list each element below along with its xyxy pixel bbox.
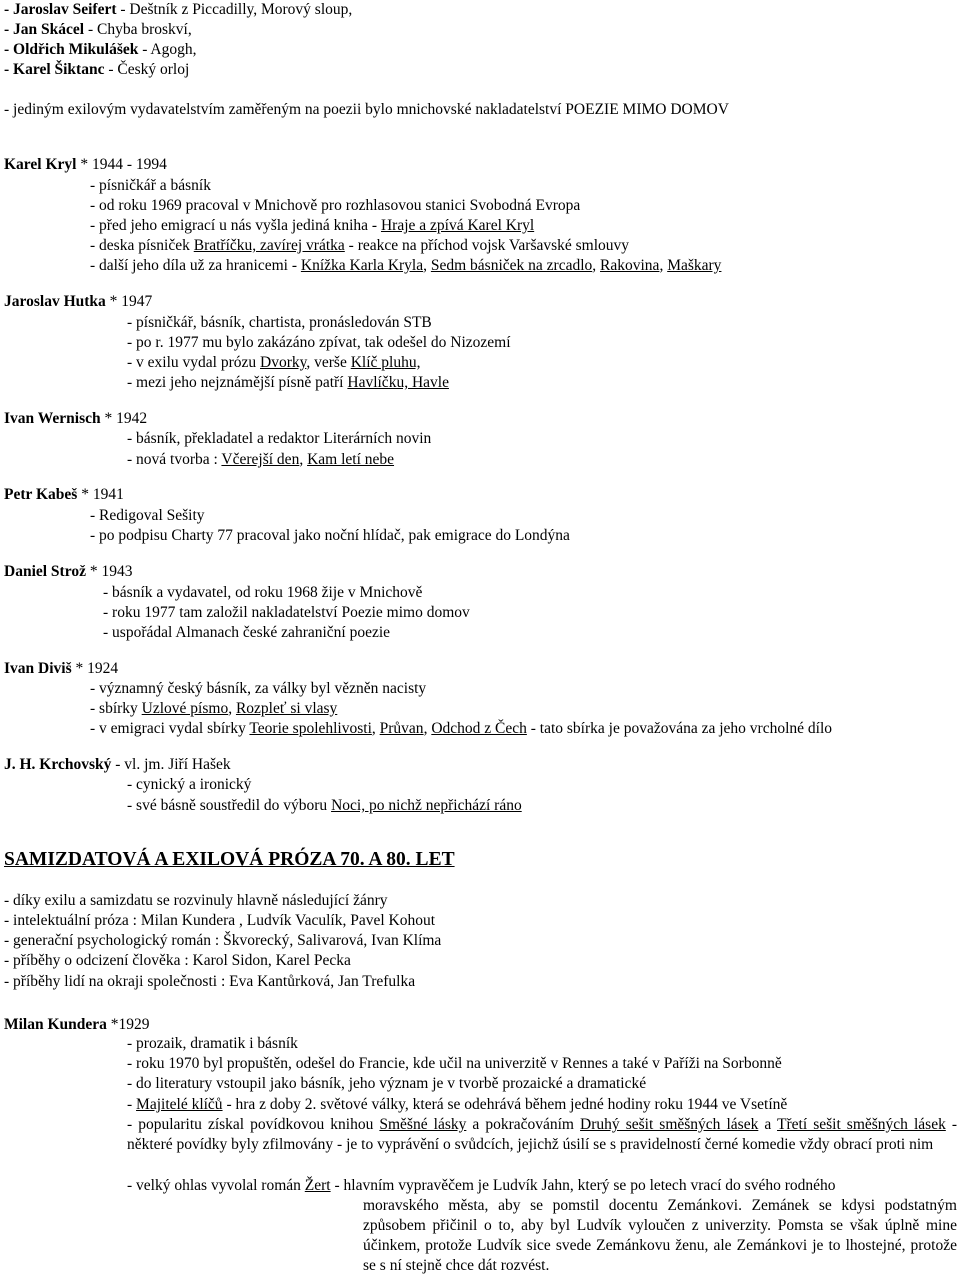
exile-publisher-line: - jediným exilovým vydavatelstvím zaměřeným na poezii bylo mnichovské nakladatelství POEZIE MIMO DOMOV [4,101,729,118]
kryl-heading: Karel Kryl * 1944 - 1994 [4,156,167,173]
kundera-line-1: - prozaik, dramatik i básník [127,1035,298,1052]
kryl-line-4: - deska písniček Bratříčku, zavírej vrátka - reakce na příchod vojsk Varšavské smlouvy [90,237,630,254]
author-name: - Oldřich Mikulášek [4,41,139,58]
mikulasek-line: - Oldřich Mikulášek - Agogh, [4,41,197,58]
author-name: - Jaroslav Seifert [4,1,117,18]
wernisch-heading: Ivan Wernisch * 1942 [4,410,148,427]
stroz-line-2: - roku 1977 tam založil nakladatelství Poezie mimo domov [103,604,470,621]
work-title: Sedm básniček na zrcadlo [430,257,593,274]
kryl-line-3: - před jeho emigrací u nás vyšla jediná kniha - Hraje a zpívá Karel Kryl [90,217,535,234]
krchovsky-heading: J. H. Krchovský - vl. jm. Jiří Hašek [4,756,231,773]
kundera-line-2: - roku 1970 byl propuštěn, odešel do Francie, kde učil na univerzitě v Rennes a také v Paříži na Sorbonně [127,1055,782,1072]
author-name: Karel Kryl [4,156,77,173]
stroz-line-1: - básník a vydavatel, od roku 1968 žije v Mnichově [103,584,423,601]
krchovsky-line-1: - cynický a ironický [127,776,252,793]
work-title: Hraje a zpívá Karel Kryl [380,217,535,234]
work-title: Uzlové písmo [141,700,229,717]
kundera-paragraph-5: - popularitu získal povídkovou knihou Směšné lásky a pokračováním Druhý sešit směšných lásek a Třetí sešit směšných lásek - některé povídky byly zfilmovány - je to vyprávění o svůdcích, jejichž úsilí se s pravidelností černé komedie vždy obrací proti nim [127,1116,958,1153]
skacel-line: - Jan Skácel - Chyba broskví, [4,21,192,38]
wernisch-line-2: - nová tvorba : Včerejší den, Kam letí nebe [127,451,395,468]
work-title: Majitelé klíčů [136,1096,223,1113]
work-title: Noci, po nichž nepřichází ráno [331,797,522,814]
hutka-line-2: - po r. 1977 mu bylo zakázáno zpívat, tak odešel do Nizozemí [127,334,511,351]
work-title: Maškary [667,257,722,274]
author-name: J. H. Krchovský [4,756,112,773]
section-heading: SAMIZDATOVÁ A EXILOVÁ PRÓZA 70. A 80. LET [4,849,455,870]
author-name: Ivan Wernisch [4,410,101,427]
kundera-paragraph-7: moravského města, aby se pomstil docentu Zemánkovi. Zemánek se kdysi podstatným způsobem přičinil o to, aby byl Ludvík vyloučen z univerzity. Pomsta se však úplně mine účinkem, protože Ludvík sice svede Zemánkovu ženu, ale Zemánkovi je to lhostejné, protože se s ní stejně chce dát rozvést. [363,1197,957,1274]
work-title: Kam letí nebe [307,451,395,468]
work-title: Směšné lásky [379,1116,467,1133]
divis-heading: Ivan Diviš * 1924 [4,660,119,677]
hutka-line-4: - mezi jeho nejznámější písně patří Havlíčku, Havle [127,374,449,391]
author-name: Milan Kundera [4,1016,107,1033]
work-title: Dvorky [260,354,307,371]
work-title: Klíč pluhu, [350,354,421,371]
krchovsky-line-2: - své básně soustředil do výboru Noci, po nichž nepřichází ráno [127,797,522,814]
work-title: Teorie spolehlivosti [249,720,372,737]
author-name: Ivan Diviš [4,660,72,677]
work-title: Bratříčku, zavírej vrátka [193,237,345,254]
kundera-line-6: - velký ohlas vyvolal román Žert - hlavním vypravěčem je Ludvík Jahn, který se po letech vrací do svého rodného [127,1177,836,1194]
seifert-line: - Jaroslav Seifert - Deštník z Piccadilly, Morový sloup, [4,1,353,18]
kryl-line-1: - písničkář a básník [90,177,211,194]
work-title: Havlíčku, Havle [347,374,449,391]
kryl-line-5: - další jeho díla už za hranicemi - Knížka Karla Kryla, Sedm básniček na zrcadlo, Rakovina, Maškary [90,257,722,274]
kundera-heading: Milan Kundera *1929 [4,1016,150,1033]
work-title: Druhý sešit směšných lásek [580,1116,759,1133]
siktanc-line: - Karel Šiktanc - Český orloj [4,61,190,78]
work-title: Včerejší den [221,451,300,468]
author-name: Jaroslav Hutka [4,293,106,310]
author-name: Petr Kabeš [4,486,78,503]
divis-line-3: - v emigraci vydal sbírky Teorie spolehlivosti, Průvan, Odchod z Čech - tato sbírka je považována za jeho vrcholné dílo [90,720,833,737]
divis-line-2: - sbírky Uzlové písmo, Rozpleť si vlasy [90,700,338,717]
author-name: - Karel Šiktanc [4,61,105,78]
work-title: Rozpleť si vlasy [235,700,338,717]
author-name: Daniel Strož [4,563,86,580]
kabes-line-2: - po podpisu Charty 77 pracoval jako noční hlídač, pak emigrace do Londýna [90,527,570,544]
section-line-4: - příběhy o odcizení člověka : Karol Sidon, Karel Pecka [4,952,351,969]
kundera-line-4: - Majitelé klíčů - hra z doby 2. světové války, která se odehrává během jedné hodiny roku 1944 ve Vsetíně [127,1096,788,1113]
divis-line-1: - významný český básník, za války byl vězněn nacisty [90,680,427,697]
hutka-line-1: - písničkář, básník, chartista, pronásledován STB [127,314,432,331]
work-title: Rakovina [600,257,660,274]
kabes-line-1: - Redigoval Sešity [90,507,205,524]
section-line-3: - generační psychologický román : Škvorecký, Salivarová, Ivan Klíma [4,932,442,949]
author-name: - Jan Skácel [4,21,85,38]
hutka-line-3: - v exilu vydal prózu Dvorky, verše Klíč pluhu, [127,354,421,371]
kundera-line-3: - do literatury vstoupil jako básník, jeho význam je v tvorbě prozaické a dramatické [127,1075,647,1092]
hutka-heading: Jaroslav Hutka * 1947 [4,293,153,310]
work-title: Žert [304,1177,331,1194]
work-title: Knížka Karla Kryla [300,257,424,274]
work-title: Odchod z Čech [431,720,527,737]
kryl-line-2: - od roku 1969 pracoval v Mnichově pro rozhlasovou stanici Svobodná Evropa [90,197,581,214]
section-line-1: - díky exilu a samizdatu se rozvinuly hlavně následující žánry [4,892,388,909]
section-line-2: - intelektuální próza : Milan Kundera , Ludvík Vaculík, Pavel Kohout [4,912,436,929]
stroz-line-3: - uspořádal Almanach české zahraniční poezie [103,624,391,641]
wernisch-line-1: - básník, překladatel a redaktor Literárních novin [127,430,432,447]
kabes-heading: Petr Kabeš * 1941 [4,486,124,503]
work-title: Průvan [379,720,424,737]
work-title: Třetí sešit směšných lásek [777,1116,946,1133]
stroz-heading: Daniel Strož * 1943 [4,563,133,580]
section-line-5: - příběhy lidí na okraji společnosti : Eva Kantůrková, Jan Trefulka [4,973,416,990]
